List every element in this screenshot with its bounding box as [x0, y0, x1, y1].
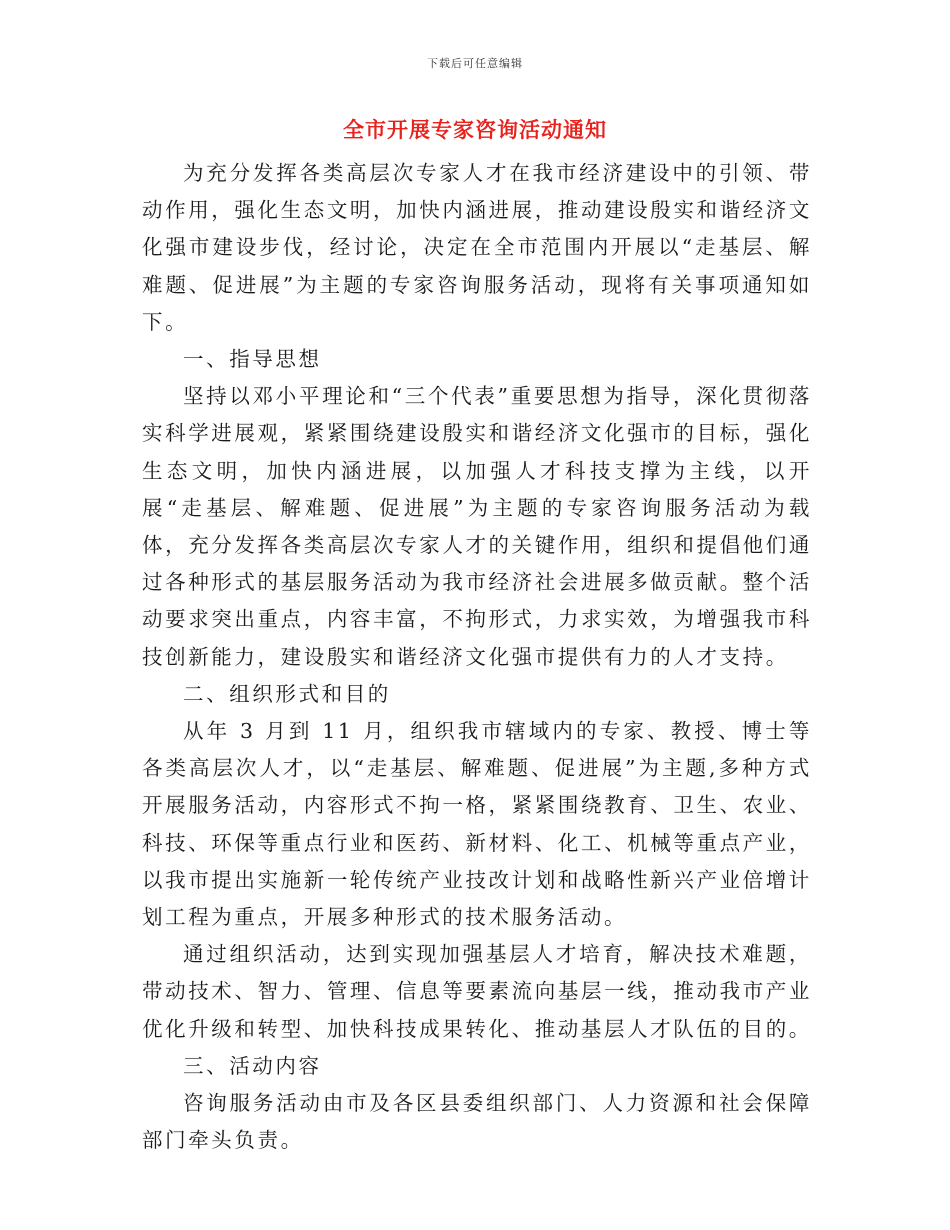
section-heading-activity-content: 三、活动内容 — [183, 1053, 322, 1078]
header-note: 下载后可任意编辑 — [427, 57, 523, 70]
paragraph-organization: 从年 3 月到 11 月，组织我市辖域内的专家、教授、博士等各类高层次人才，以“走基层、解难题、促进展”为主题,多种方式开展服务活动，内容形式不拘一格，紧紧围绕教育、卫生、农业、科技、环保等重点行业和医药、新材料、化工、机械等重点产业，以我市提出实施新一轮传统产业技改计划和战略性新兴产业倍增计划工程为重点，开展多种形式的技术服务活动。 — [142, 719, 812, 930]
section-heading-guiding-ideology: 一、指导思想 — [183, 347, 322, 372]
paragraph-purpose: 通过组织活动，达到实现加强基层人才培育，解决技术难题，带动技术、智力、管理、信息等要素流向基层一线，推动我市产业优化升级和转型、加快科技成果转化、推动基层人才队伍的目的。 — [142, 942, 812, 1041]
document-body — [142, 155, 812, 1159]
paragraph-guiding-ideology: 坚持以邓小平理论和“三个代表”重要思想为指导，深化贯彻落实科学进展观，紧紧围绕建设殷实和谐经济文化强市的目标，强化生态文明，加快内涵进展，以加强人才科技支撑为主线，以开展“走基层、解难题、促进展”为主题的专家咨询服务活动为载体，充分发挥各类高层次专家人才的关键作用，组织和提倡他们通过各种形式的基层服务活动为我市经济社会进展多做贡献。整个活动要求突出重点，内容丰富，不拘形式，力求实效，为增强我市科技创新能力，建设殷实和谐经济文化强市提供有力的人才支持。 — [142, 384, 812, 669]
document-title: 全市开展专家咨询活动通知 — [343, 118, 607, 142]
section-heading-organization: 二、组织形式和目的 — [183, 681, 391, 706]
paragraph-intro: 为充分发挥各类高层次专家人才在我市经济建设中的引领、带动作用，强化生态文明，加快内涵进展，推动建设殷实和谐经济文化强市建设步伐，经讨论，决定在全市范围内开展以“走基层、解难题、促进展”为主题的专家咨询服务活动，现将有关事项通知如下。 — [142, 161, 812, 334]
paragraph-activity-content: 咨询服务活动由市及各区县委组织部门、人力资源和社会保障部门牵头负责。 — [142, 1091, 812, 1153]
